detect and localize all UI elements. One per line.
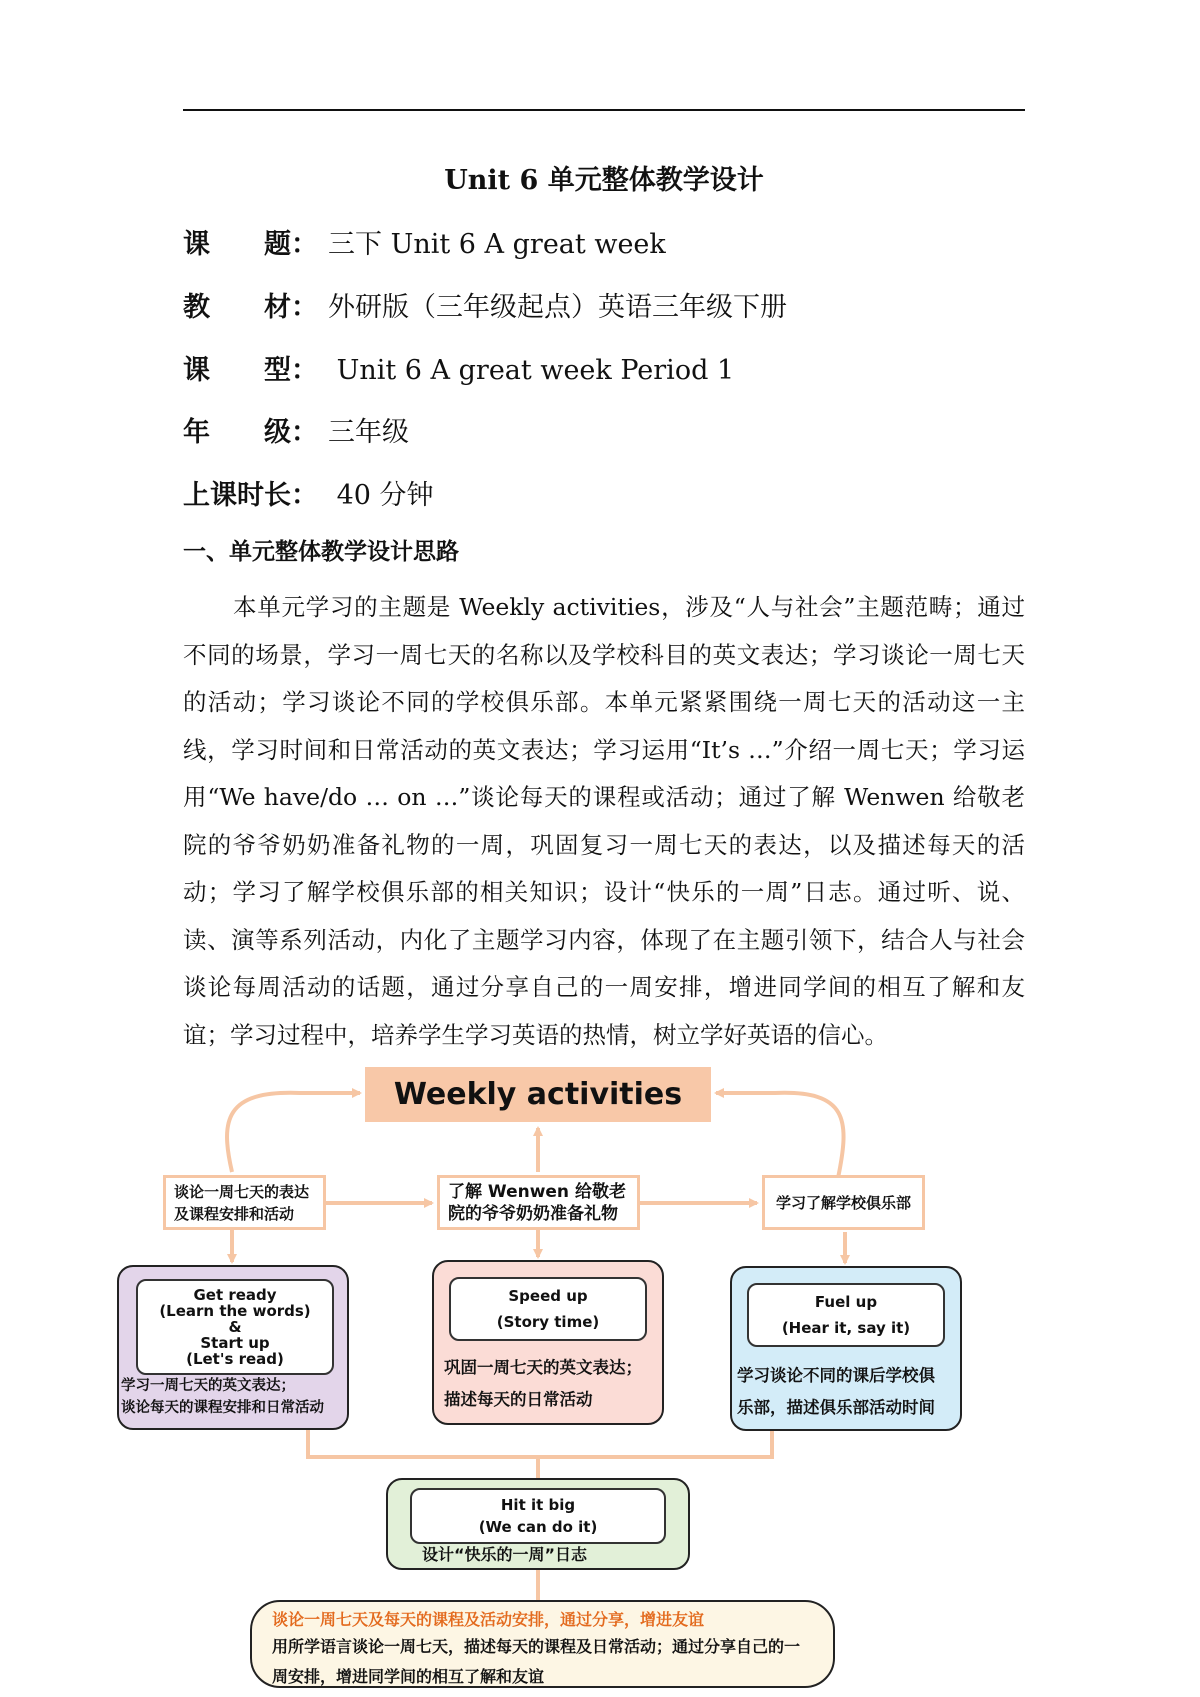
theme-box-days: 谈论一周七天的表达及课程安排和活动 — [163, 1175, 326, 1230]
summary-body: 用所学语言谈论一周七天，描述每天的课程及日常活动；通过分享自己的一周安排，增进同学间的相互了解和友谊 — [272, 1637, 801, 1686]
info-value: 40 分钟 — [328, 480, 434, 511]
card-get-ready — [117, 1265, 349, 1430]
card-title-line: (Hear it, say it) — [781, 1319, 911, 1337]
card-note-line: 描述每天的日常活动 — [444, 1390, 593, 1409]
info-value: 三下 Unit 6 A great week — [328, 229, 666, 260]
card-title-line: Get ready — [193, 1286, 277, 1304]
info-row-topic — [183, 222, 666, 261]
info-row-lesson-type — [183, 348, 734, 387]
card-title-line: Hit it big — [500, 1496, 576, 1514]
info-label: 课 题： — [183, 229, 318, 260]
arrow-right-curve — [716, 1093, 844, 1178]
info-value: 三年级 — [328, 417, 409, 448]
info-row-grade — [183, 410, 409, 449]
section-heading: 一、单元整体教学设计思路 — [183, 538, 459, 565]
card-note — [121, 1375, 324, 1419]
card-title-line: (We can do it) — [478, 1518, 598, 1536]
card-title-line: Fuel up — [814, 1293, 878, 1311]
summary-box — [250, 1600, 835, 1688]
card-title — [747, 1283, 945, 1347]
theme-box-clubs: 学习了解学校俱乐部 — [762, 1175, 925, 1230]
summary-lead: 谈论一周七天及每天的课程及活动安排，通过分享，增进友谊 — [272, 1610, 705, 1629]
card-title-line: (Learn the words) — [159, 1302, 311, 1320]
info-label: 课 型： — [183, 355, 318, 386]
info-row-textbook — [183, 285, 787, 324]
document-title: Unit 6 单元整体教学设计 — [444, 165, 764, 196]
info-label: 年 级： — [183, 417, 318, 448]
card-title-line: Speed up — [508, 1287, 588, 1305]
concept-diagram — [0, 1060, 1200, 1697]
card-note-line: 学习谈论不同的课后学校俱 — [737, 1366, 935, 1385]
card-note-line: 学习一周七天的英文表达； — [121, 1378, 295, 1394]
card-title-line: (Story time) — [496, 1313, 600, 1331]
card-speed-up — [432, 1260, 664, 1425]
info-label: 教 材： — [183, 292, 318, 323]
card-note — [444, 1352, 642, 1416]
card-note-line: 巩固一周七天的英文表达； — [444, 1358, 642, 1377]
card-hit-it-big — [386, 1478, 690, 1570]
card-fuel-up — [730, 1266, 962, 1431]
body-paragraph: 本单元学习的主题是 Weekly activities，涉及“人与社会”主题范畴；通过不同的场景，学习一周七天的名称以及学校科目的英文表达；学习谈论一周七天的活动；学习谈论不同的学校俱乐部。本单元紧紧围绕一周七天的活动这一主线，学习时间和日常活动的英文表达；学习运用“It’s …”介绍一周七天；学习运用“We have/do … on …”谈论每天的课程或活动；通过了解 Wenwen 给敬老院的爷爷奶奶准备礼物的一周，巩固复习一周七天的表达，以及描述每天的活动；学习了解学校俱乐部的相关知识；设计“快乐的一周”日志。通过听、说、读、演等系列活动，内化了主题学习内容，体现了在主题引领下，结合人与社会谈论每周活动的话题，通过分享自己的一周安排，增进同学间的相互了解和友谊；学习过程中，培养学生学习英语的热情，树立学好英语的信心。 — [183, 593, 1025, 1049]
diagram-heading: Weekly activities — [365, 1067, 711, 1122]
info-row-duration — [183, 473, 434, 512]
card-note: 设计“快乐的一周”日志 — [422, 1545, 588, 1564]
info-value: Unit 6 A great week Period 1 — [328, 355, 735, 386]
theme-box-wenwen: 了解 Wenwen 给敬老院的爷爷奶奶准备礼物 — [437, 1175, 640, 1230]
card-note-line: 谈论每天的课程安排和日常活动 — [121, 1400, 324, 1416]
card-note-line: 乐部，描述俱乐部活动时间 — [737, 1398, 935, 1417]
card-title — [449, 1277, 647, 1341]
header-rule — [183, 109, 1025, 111]
card-note — [737, 1360, 935, 1424]
card-title — [410, 1488, 666, 1544]
card-title-line: (Let's read) — [186, 1350, 284, 1368]
info-value: 外研版（三年级起点）英语三年级下册 — [328, 292, 787, 323]
info-label: 上课时长： — [183, 480, 318, 511]
card-title-line: & — [228, 1318, 242, 1336]
card-title — [136, 1279, 334, 1375]
connector-cards-bottom — [308, 1430, 772, 1457]
card-title-line: Start up — [200, 1334, 270, 1352]
arrow-left-curve — [227, 1093, 360, 1172]
